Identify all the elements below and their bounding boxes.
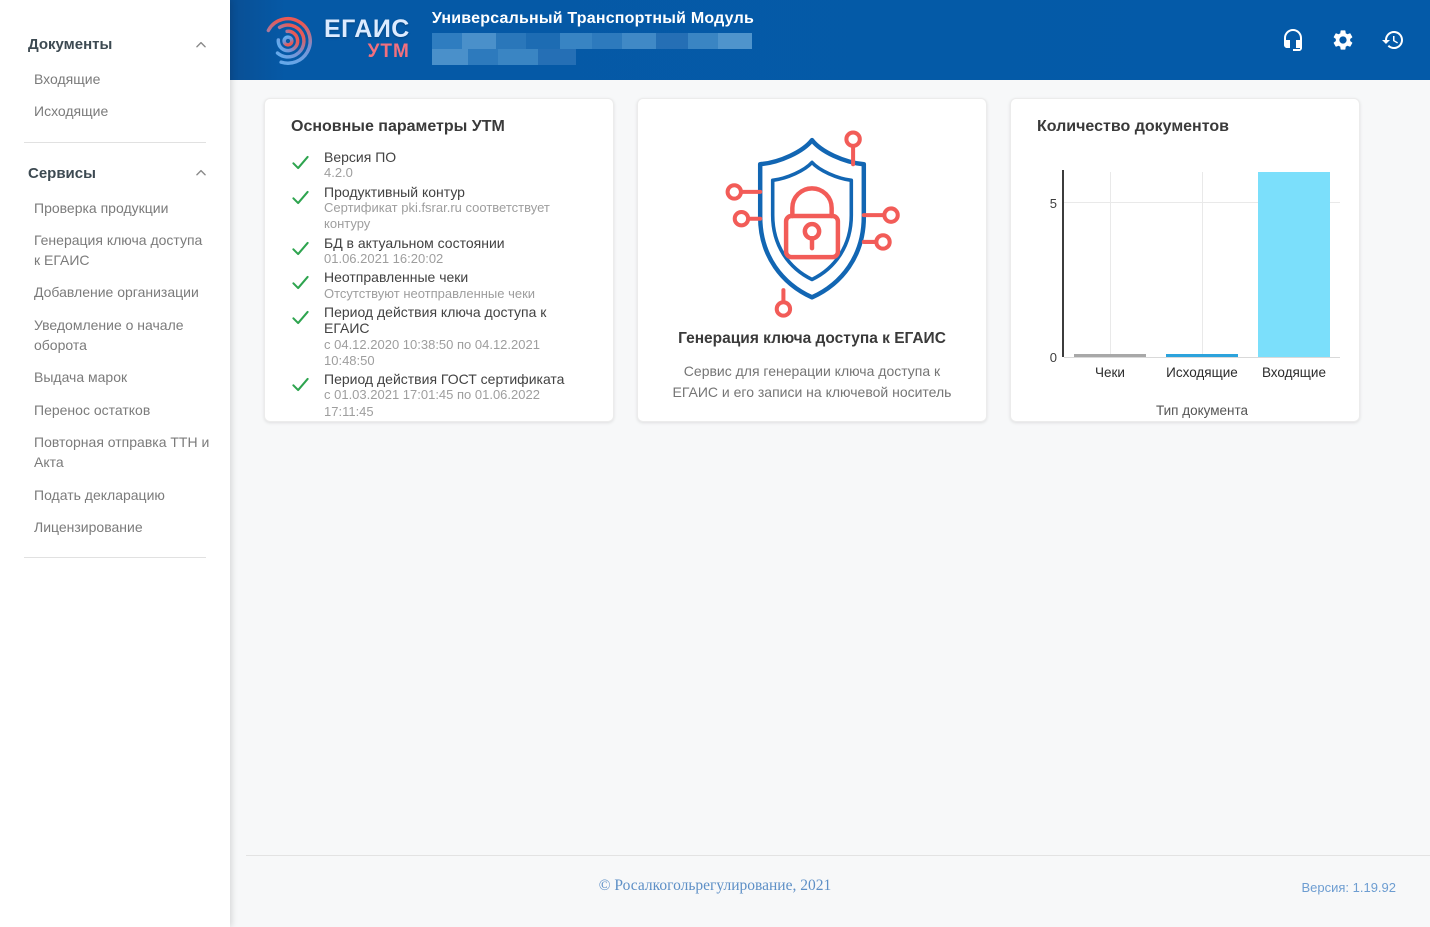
logo-text	[324, 17, 410, 63]
parameter-value: Сертификат pki.fsrar.ru соответствует контуру	[324, 200, 550, 232]
x-axis-title: Тип документа	[1155, 403, 1249, 418]
parameter-title: Период действия ГОСТ сертификата	[324, 371, 565, 387]
sidebar-section-documents	[0, 30, 230, 128]
parameter-row	[291, 371, 587, 420]
category-labels	[1064, 365, 1340, 380]
check-icon	[291, 184, 311, 233]
bars	[1064, 172, 1340, 357]
shield-lock-icon	[678, 113, 946, 328]
redacted-org-info	[432, 33, 754, 65]
category-label: Исходящие	[1166, 365, 1238, 380]
sidebar-item-outgoing[interactable]: Исходящие	[34, 103, 109, 120]
bar-incoming[interactable]	[1258, 172, 1330, 357]
parameter-row	[291, 269, 587, 302]
sidebar-section-services-header[interactable]	[0, 159, 230, 188]
check-icon	[291, 149, 311, 182]
key-generation-card[interactable]	[637, 98, 987, 422]
egais-utm-logo[interactable]	[258, 10, 410, 70]
bar-chart	[1049, 172, 1340, 418]
card-title: Основные параметры УТМ	[291, 118, 505, 135]
parameter-value: с 04.12.2020 10:38:50 по 04.12.2021 10:48:50	[324, 336, 540, 368]
main-area	[230, 0, 1430, 927]
parameter-title: Неотправленные чеки	[324, 269, 469, 286]
plot-area	[1049, 172, 1340, 365]
sidebar-section-documents-header[interactable]	[0, 30, 230, 59]
header-title-block	[432, 10, 754, 65]
service-title: Генерация ключа доступа к ЕГАИС	[678, 330, 946, 347]
logo-utm-label: УТМ	[367, 41, 410, 63]
bar-slot-checks[interactable]	[1064, 172, 1156, 357]
category-label: Входящие	[1261, 365, 1326, 380]
sidebar	[0, 0, 230, 927]
y-tick-label: 0	[1049, 350, 1057, 365]
chevron-up-icon	[194, 38, 208, 52]
sidebar-item-incoming[interactable]: Входящие	[34, 71, 101, 87]
parameter-row	[291, 149, 587, 182]
sidebar-divider	[24, 557, 206, 558]
sidebar-item-key-generation[interactable]: Генерация ключа доступа к ЕГАИС	[34, 231, 203, 269]
sidebar-item-declaration[interactable]: Подать декларацию	[34, 486, 165, 503]
check-icon	[291, 269, 311, 302]
sidebar-item-stock-transfer[interactable]: Перенос остатков	[34, 401, 151, 418]
header-icons	[1280, 27, 1406, 53]
page-title: Универсальный Транспортный Модуль	[431, 10, 754, 27]
parameter-title: Версия ПО	[324, 149, 397, 165]
sidebar-item-stamps-issue[interactable]: Выдача марок	[34, 369, 128, 386]
sidebar-divider	[24, 142, 206, 143]
copyright-text: © Росалкогольрегулирование, 2021	[598, 877, 832, 894]
history-icon[interactable]	[1380, 27, 1406, 53]
app-header	[230, 0, 1430, 80]
content-area	[230, 80, 1430, 927]
parameter-value: 4.2.0	[324, 165, 353, 181]
parameters-list	[291, 149, 587, 420]
support-headset-icon[interactable]	[1280, 27, 1306, 53]
sidebar-item-add-organization[interactable]: Добавление организации	[34, 284, 199, 301]
utm-parameters-card	[264, 98, 614, 422]
sidebar-services-items	[0, 188, 230, 544]
parameter-title: Продуктивный контур	[324, 183, 465, 200]
settings-gear-icon[interactable]	[1330, 27, 1356, 53]
sidebar-item-turnover-notice[interactable]: Уведомление о начале оборота	[34, 316, 184, 354]
redacted-row	[432, 49, 754, 65]
footer	[246, 855, 1430, 927]
parameter-title: БД в актуальном состоянии	[324, 234, 505, 251]
sidebar-item-product-check[interactable]: Проверка продукции	[34, 199, 169, 216]
sidebar-item-licensing[interactable]: Лицензирование	[34, 518, 143, 535]
redacted-row	[432, 33, 754, 49]
parameter-title: Период действия ключа доступа к ЕГАИС	[324, 303, 547, 337]
parameter-row	[291, 304, 587, 369]
y-tick-label: 5	[1049, 195, 1057, 211]
sidebar-section-label: Документы	[28, 36, 113, 53]
logo-egais-label: ЕГАИС	[324, 15, 410, 44]
check-icon	[291, 304, 311, 369]
logo-spiral-icon	[258, 10, 316, 70]
parameter-value: Отсутствуют неотправленные чеки	[324, 285, 536, 301]
check-icon	[291, 235, 311, 268]
service-description: Сервис для генерации ключа доступа к ЕГАИС и его записи на ключевой носитель	[672, 363, 952, 400]
bar-slot-outgoing[interactable]	[1156, 172, 1248, 357]
parameter-value: 01.06.2021 16:20:02	[324, 250, 444, 266]
parameter-row	[291, 235, 587, 268]
sidebar-section-services	[0, 159, 230, 544]
sidebar-documents-items	[0, 59, 230, 128]
bar-checks[interactable]	[1074, 354, 1146, 357]
sidebar-item-resend-ttn[interactable]: Повторная отправка ТТН и Акта	[34, 433, 210, 471]
category-label: Чеки	[1095, 365, 1125, 380]
chart-title: Количество документов	[1037, 118, 1229, 135]
parameter-value: с 01.03.2021 17:01:45 по 01.06.2022 17:11:45	[324, 387, 540, 419]
check-icon	[291, 371, 311, 420]
version-label: Версия: 1.19.92	[1301, 880, 1396, 895]
sidebar-section-label: Сервисы	[28, 164, 96, 182]
parameter-row	[291, 184, 587, 233]
chevron-up-icon	[194, 166, 208, 180]
bar-slot-incoming[interactable]	[1248, 172, 1340, 357]
bar-outgoing[interactable]	[1166, 354, 1238, 357]
dashboard-cards	[230, 80, 1430, 422]
documents-count-card	[1010, 98, 1360, 422]
